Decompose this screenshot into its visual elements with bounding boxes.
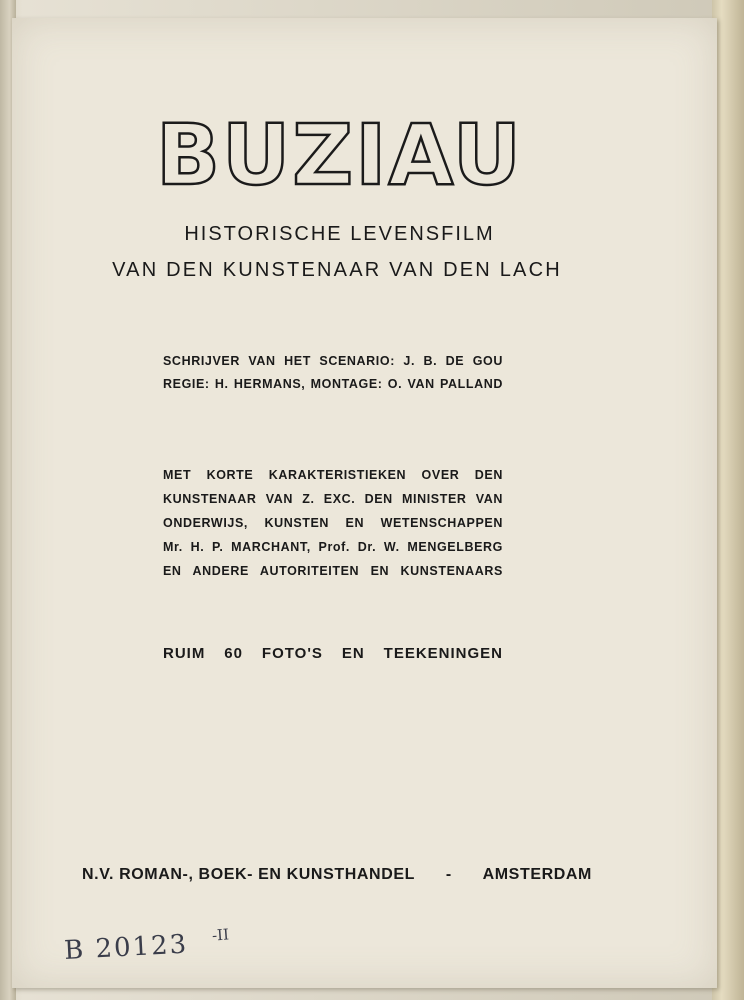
publisher-city: AMSTERDAM	[482, 866, 592, 883]
publisher-separator: -	[445, 866, 452, 883]
publisher-name: N.V. ROMAN-, BOEK- EN KUNSTHANDEL	[82, 866, 415, 883]
blurb-line: MET KORTE KARAKTERISTIEKEN OVER DEN	[163, 468, 503, 482]
handwritten-catalog-number: B 20123	[63, 929, 189, 966]
credit-direction: REGIE: H. HERMANS, MONTAGE: O. VAN PALLAND	[163, 377, 503, 391]
blurb-line: KUNSTENAAR VAN Z. EXC. DEN MINISTER VAN	[163, 492, 503, 506]
handwritten-volume-suffix: -II	[211, 925, 230, 945]
blurb-line: ONDERWIJS, KUNSTEN EN WETENSCHAPPEN	[163, 516, 503, 530]
subtitle-line-1: HISTORISCHE LEVENSFILM	[184, 223, 495, 245]
blurb	[163, 468, 503, 588]
book-title: BUZIAU	[12, 113, 667, 197]
photos-note: RUIM 60 FOTO'S EN TEEKENINGEN	[163, 645, 503, 662]
blurb-line: EN ANDERE AUTORITEITEN EN KUNSTENAARS	[163, 564, 503, 578]
title-page	[12, 18, 717, 988]
blurb-line: Mr. H. P. MARCHANT, Prof. Dr. W. MENGELBERG	[163, 540, 503, 554]
credit-scenario: SCHRIJVER VAN HET SCENARIO: J. B. DE GOU	[163, 354, 503, 368]
subtitle-line-2: VAN DEN KUNSTENAAR VAN DEN LACH	[112, 259, 562, 281]
publisher-line	[82, 866, 592, 884]
